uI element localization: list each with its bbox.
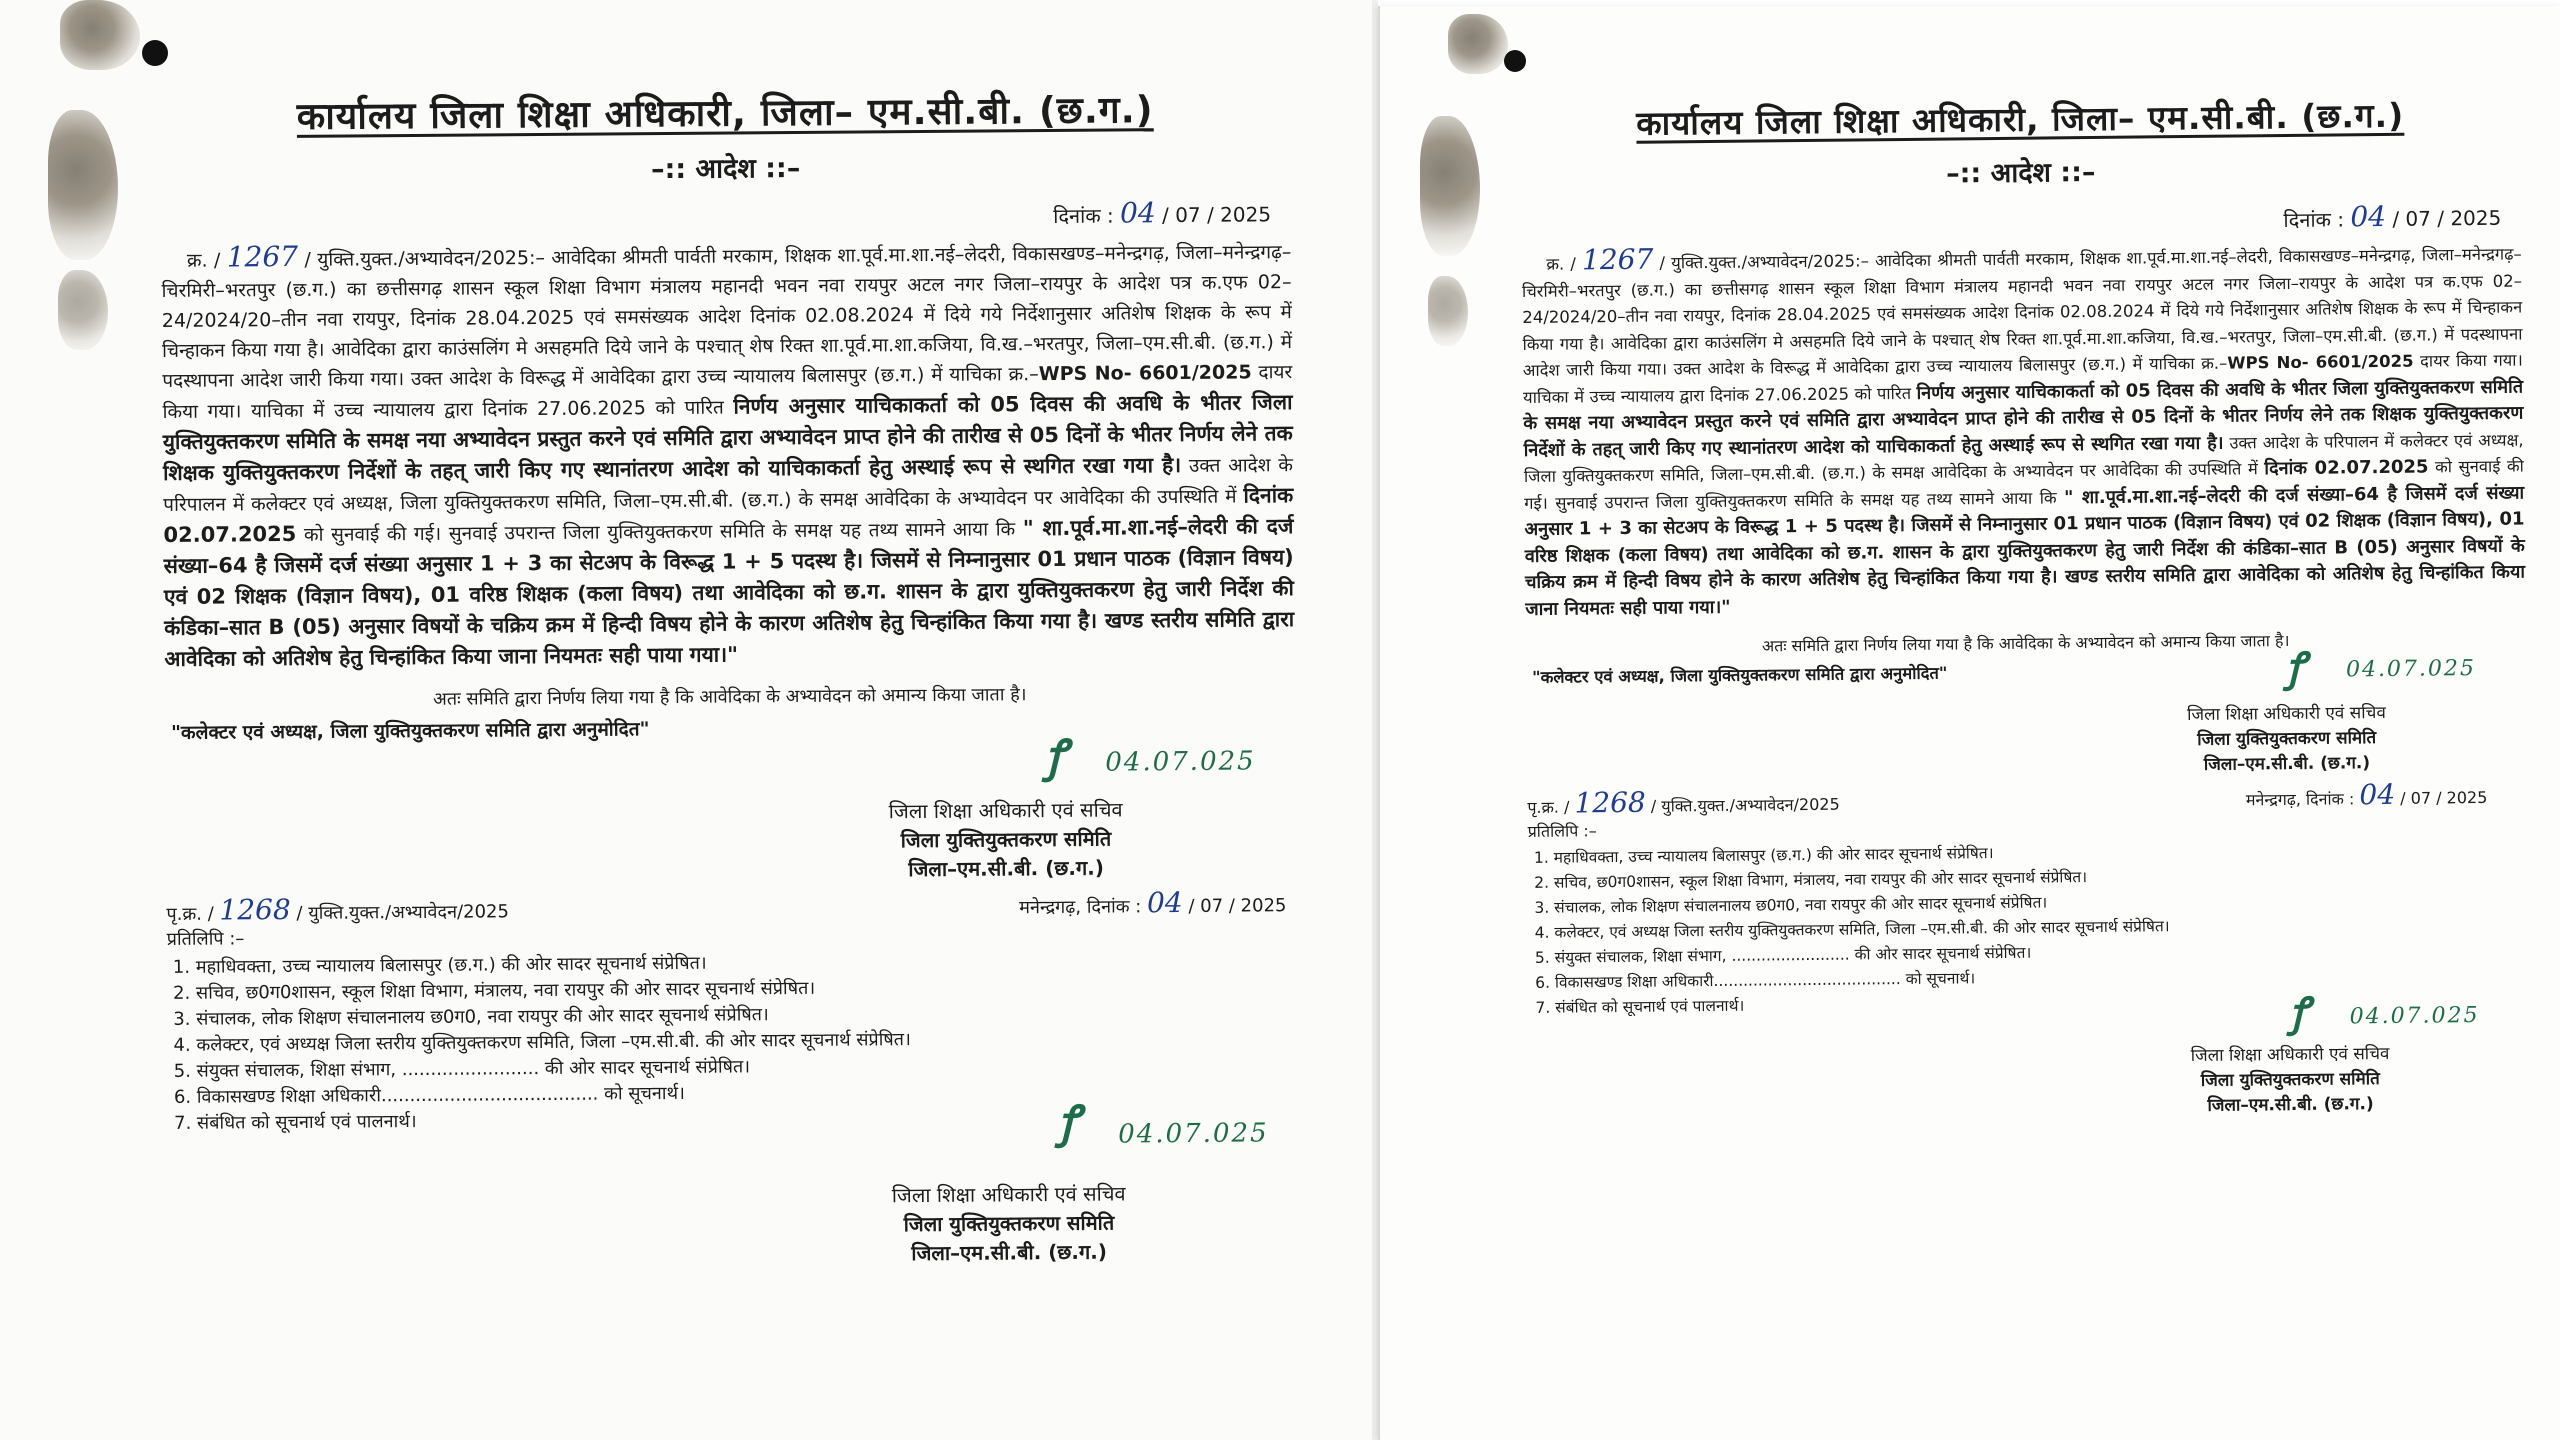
order-heading: –:: आदेश ::– xyxy=(1945,156,2096,190)
signature-date: 04.07.025 xyxy=(1118,1118,1269,1150)
cc-item: 2. सचिव, छ0ग0शासन, स्कूल शिक्षा विभाग, मंत्रालय, नवा रायपुर की ओर सादर सूचनार्थ संप्रेषित। xyxy=(173,977,816,1004)
signature-date: 04.07.025 xyxy=(2345,656,2477,683)
cc-title: प्रतिलिपि :– xyxy=(1527,821,1597,841)
cc-item: 2. सचिव, छ0ग0शासन, स्कूल शिक्षा विभाग, मंत्रालय, नवा रायपुर की ओर सादर सूचनार्थ संप्रेषित। xyxy=(1534,868,2088,892)
signature-glyph: ꝭ xyxy=(2289,988,2309,1036)
decision-line: अतः समिति द्वारा निर्णय लिया गया है कि आवेदिका के अभ्यावेदन को अमान्य किया जाता है। xyxy=(432,684,1027,710)
order-date: दिनांक : 04 / 07 / 2025 xyxy=(2283,199,2502,234)
cc-title: प्रतिलिपि :– xyxy=(166,928,245,950)
office-title: कार्यालय जिला शिक्षा अधिकारी, जिला– एम.सी.बी. (छ.ग.) xyxy=(296,88,1154,138)
signature-date: 04.07.025 xyxy=(1105,746,1256,778)
order-content xyxy=(160,81,1299,1274)
order-body: क्र. / 1267 / युक्ति.युक्त./अभ्यावेदन/2025:– आवेदिका श्रीमती पार्वती मरकाम, शिक्षक शा.पूर्व.मा.शा.नई–लेदरी, विकासखण्ड–मनेन्द्रगढ़, जिला–मनेन्द्रगढ़–चिरमिरी–भरतपुर (छ.ग.) का छत्तीसगढ़ शासन स्कूल शिक्षा विभाग मंत्रालय महानदी भवन नवा रायपुर अटल नगर जिला–रायपुर के आदेश पत्र क.एफ 02–24/2024/20–तीन नवा रायपुर, दिनांक 28.04.2025 एवं समसंख्यक आदेश दिनांक 02.08.2024 में दिये गये निर्देशानुसार अतिशेष शिक्षक के रूप में चिन्हाकन किया गया है। आवेदिका द्वारा काउंसलिंग मे असहमति दिये जाने के पश्चात् शेष रिक्त शा.पूर्व.मा.शा.कजिया, वि.ख.–भरतपुर, जिला–एम.सी.बी. (छ.ग.) में पदस्थापना आदेश जारी किया गया। उक्त आदेश के विरूद्ध में आवेदिका द्वारा उच्च न्यायालय बिलासपुर (छ.ग.) में याचिका क्र.–WPS No- 6601/2025 दायर किया गया। याचिका में उच्च न्यायालय द्वारा दिनांक 27.06.2025 को पारित निर्णय अनुसार याचिकाकर्ता को 05 दिवस की अवधि के भीतर जिला युक्तियुक्तकरण समिति के समक्ष नया अभ्यावेदन प्रस्तुत करने एवं समिति द्वारा अभ्यावेदन प्राप्त होने की तारीख से 05 दिनों के भीतर निर्णय लेने तक शिक्षक युक्तियुक्तकरण निर्देशों के तहत् जारी किए गए स्थानांतरण आदेश को याचिकाकर्ता हेतु अस्थाई रूप से स्थगित रखा गया है। उक्त आदेश के परिपालन में कलेक्टर एवं अध्यक्ष, जिला युक्तियुक्तकरण समिति, जिला–एम.सी.बी. (छ.ग.) के समक्ष आवेदिका के अभ्यावेदन पर आवेदिका की उपस्थिति में दिनांक 02.07.2025 को सुनवाई की गई। सुनवाई उपरान्त जिला युक्तियुक्तकरण समिति के समक्ष यह तथ्य सामने आया कि " शा.पूर्व.मा.शा.नई–लेदरी की दर्ज संख्या–64 है जिसमें दर्ज संख्या अनुसार 1 + 3 का सेटअप के विरूद्ध 1 + 5 पदस्थ है। जिसमें से निम्नानुसार 01 प्रधान पाठक (विज्ञान विषय) एवं 02 शिक्षक (विज्ञान विषय), 01 वरिष्ठ शिक्षक (कला विषय) तथा आवेदिका को छ.ग. शासन के द्वारा युक्तियुक्तकरण हेतु जारी निर्देश की कंडिका–सात B (05) अनुसार विषयों के चक्रिय क्रम में हिन्दी विषय होने के कारण अतिशेष हेतु चिन्हांकित किया गया है। खण्ड स्तरीय समिति द्वारा आवेदिका को अतिशेष हेतु चिन्हांकित किया जाना नियमतः सही पाया गया।" xyxy=(1521,242,2526,620)
signature-glyph: ꝭ xyxy=(1045,730,1067,783)
cc-item: 6. विकासखण्ड शिक्षा अधिकारी...................................... को सूचनार्थ। xyxy=(1535,969,1976,992)
cc-item: 5. संयुक्त संचालक, शिक्षा संभाग, ........................ की ओर सादर सूचनार्थ संप्रेषित। xyxy=(173,1056,751,1082)
stain-mark xyxy=(1420,116,1480,256)
cc-list xyxy=(167,946,1298,1137)
punch-hole xyxy=(1504,50,1526,72)
cc-item: 6. विकासखण्ड शिक्षा अधिकारी...................................... को सूचनार्थ। xyxy=(173,1082,685,1108)
approved-line: "कलेक्टर एवं अध्यक्ष, जिला युक्तियुक्तकरण समिति द्वारा अनुमोदित" xyxy=(170,718,650,744)
handwritten-endorsement-number: 1268 xyxy=(1574,785,1646,820)
stain-mark xyxy=(48,110,118,260)
order-date: दिनांक : 04 / 07 / 2025 xyxy=(1053,196,1272,230)
punch-hole xyxy=(142,40,168,66)
order-content xyxy=(1520,91,2531,1126)
endorsement-ref: पृ.क्र. / 1268 / युक्ति.युक्त./अभ्यावेदन/2025 xyxy=(1527,785,1840,820)
stain-mark xyxy=(60,0,140,70)
handwritten-day: 04 xyxy=(1119,196,1156,230)
stain-mark xyxy=(1428,276,1468,346)
signatory-block: जिला शिक्षा अधिकारी एवं सचिव जिला युक्तियुक्तकरण समिति जिला–एम.सी.बी. (छ.ग.) xyxy=(891,1181,1126,1266)
cc-list xyxy=(1528,835,2530,1020)
signature-glyph: ꝭ xyxy=(1057,1096,1080,1148)
handwritten-ref-number: 1267 xyxy=(226,239,299,274)
stain-mark xyxy=(1448,14,1508,74)
cc-item: 1. महाधिवक्ता, उच्च न्यायालय बिलासपुर (छ.ग.) की ओर सादर सूचनार्थ संप्रेषित। xyxy=(172,952,707,978)
cc-item: 3. संचालक, लोक शिक्षण संचालनालय छ0ग0, नवा रायपुर की ओर सादर सूचनार्थ संप्रेषित। xyxy=(1534,893,2048,917)
handwritten-ref-number: 1267 xyxy=(1581,242,1654,277)
order-heading: –:: आदेश ::– xyxy=(650,152,801,186)
cc-item: 1. महाधिवक्ता, उच्च न्यायालय बिलासपुर (छ.ग.) की ओर सादर सूचनार्थ संप्रेषित। xyxy=(1533,844,1994,867)
endorsement-ref: पृ.क्र. / 1268 / युक्ति.युक्त./अभ्यावेदन/2025 xyxy=(166,892,510,927)
office-title: कार्यालय जिला शिक्षा अधिकारी, जिला– एम.सी.बी. (छ.ग.) xyxy=(1636,95,2405,143)
signatory-block: जिला शिक्षा अधिकारी एवं सचिव जिला युक्तियुक्तकरण समिति जिला–एम.सी.बी. (छ.ग.) xyxy=(2190,1043,2390,1116)
cc-item: 3. संचालक, लोक शिक्षण संचालनालय छ0ग0, नवा रायपुर की ओर सादर सूचनार्थ संप्रेषित। xyxy=(173,1004,769,1030)
stain-mark xyxy=(58,270,108,350)
signature-glyph: ꝭ xyxy=(2285,643,2306,692)
handwritten-endorsement-number: 1268 xyxy=(219,892,291,927)
cc-item: 5. संयुक्त संचालक, शिक्षा संभाग, ........................ की ओर सादर सूचनार्थ संप्रेषित। xyxy=(1534,943,2032,967)
cc-item: 7. संबंधित को सूचनार्थ एवं पालनार्थ। xyxy=(174,1111,417,1134)
approved-line: "कलेक्टर एवं अध्यक्ष, जिला युक्तियुक्तकरण समिति द्वारा अनुमोदित" xyxy=(1531,663,1948,687)
document-page-right xyxy=(1378,6,2560,1440)
handwritten-day: 04 xyxy=(2350,199,2387,234)
signature-date: 04.07.025 xyxy=(2349,1003,2480,1030)
signatory-block: जिला शिक्षा अधिकारी एवं सचिव जिला युक्तियुक्तकरण समिति जिला–एम.सी.बी. (छ.ग.) xyxy=(2186,702,2386,775)
signatory-block: जिला शिक्षा अधिकारी एवं सचिव जिला युक्तियुक्तकरण समिति जिला–एम.सी.बी. (छ.ग.) xyxy=(888,797,1123,882)
endorsement-date: मनेन्द्रगढ़, दिनांक : 04 / 07 / 2025 xyxy=(2245,777,2488,812)
order-body: क्र. / 1267 / युक्ति.युक्त./अभ्यावेदन/2025:– आवेदिका श्रीमती पार्वती मरकाम, शिक्षक शा.पूर्व.मा.शा.नई–लेदरी, विकासखण्ड–मनेन्द्रगढ़, जिला–मनेन्द्रगढ़–चिरमिरी–भरतपुर (छ.ग.) का छत्तीसगढ़ शासन स्कूल शिक्षा विभाग मंत्रालय महानदी भवन नवा रायपुर अटल नगर जिला–रायपुर के आदेश पत्र क.एफ 02–24/2024/20–तीन नवा रायपुर, दिनांक 28.04.2025 एवं समसंख्यक आदेश दिनांक 02.08.2024 में दिये गये निर्देशानुसार अतिशेष शिक्षक के रूप में चिन्हाकन किया गया है। आवेदिका द्वारा काउंसलिंग मे असहमति दिये जाने के पश्चात् शेष रिक्त शा.पूर्व.मा.शा.कजिया, वि.ख.–भरतपुर, जिला–एम.सी.बी. (छ.ग.) में पदस्थापना आदेश जारी किया गया। उक्त आदेश के विरूद्ध में आवेदिका द्वारा उच्च न्यायालय बिलासपुर (छ.ग.) में याचिका क्र.–WPS No- 6601/2025 दायर किया गया। याचिका में उच्च न्यायालय द्वारा दिनांक 27.06.2025 को पारित निर्णय अनुसार याचिकाकर्ता को 05 दिवस की अवधि के भीतर जिला युक्तियुक्तकरण समिति के समक्ष नया अभ्यावेदन प्रस्तुत करने एवं समिति द्वारा अभ्यावेदन प्राप्त होने की तारीख से 05 दिनों के भीतर निर्णय लेने तक शिक्षक युक्तियुक्तकरण निर्देशों के तहत् जारी किए गए स्थानांतरण आदेश को याचिकाकर्ता हेतु अस्थाई रूप से स्थगित रखा गया है। उक्त आदेश के परिपालन में कलेक्टर एवं अध्यक्ष, जिला युक्तियुक्तकरण समिति, जिला–एम.सी.बी. (छ.ग.) के समक्ष आवेदिका के अभ्यावेदन पर आवेदिका की उपस्थिति में दिनांक 02.07.2025 को सुनवाई की गई। सुनवाई उपरान्त जिला युक्तियुक्तकरण समिति के समक्ष यह तथ्य सामने आया कि " शा.पूर्व.मा.शा.नई–लेदरी की दर्ज संख्या–64 है जिसमें दर्ज संख्या अनुसार 1 + 3 का सेटअप के विरूद्ध 1 + 5 पदस्थ है। जिसमें से निम्नानुसार 01 प्रधान पाठक (विज्ञान विषय) एवं 02 शिक्षक (विज्ञान विषय), 01 वरिष्ठ शिक्षक (कला विषय) तथा आवेदिका को छ.ग. शासन के द्वारा युक्तियुक्तकरण हेतु जारी निर्देश की कंडिका–सात B (05) अनुसार विषयों के चक्रिय क्रम में हिन्दी विषय होने के कारण अतिशेष हेतु चिन्हांकित किया गया है। खण्ड स्तरीय समिति द्वारा आवेदिका को अतिशेष हेतु चिन्हांकित किया जाना नियमतः सही पाया गया।" xyxy=(161,239,1295,671)
cc-item: 4. कलेक्टर, एवं अध्यक्ष जिला स्तरीय युक्तियुक्तकरण समिति, जिला –एम.सी.बी. की ओर सादर सूचनार्थ संप्रेषित। xyxy=(173,1029,911,1056)
cc-item: 7. संबंधित को सूचनार्थ एवं पालनार्थ। xyxy=(1535,996,1745,1017)
endorsement-date: मनेन्द्रगढ़, दिनांक : 04 / 07 / 2025 xyxy=(1019,885,1287,920)
cc-item: 4. कलेक्टर, एवं अध्यक्ष जिला स्तरीय युक्तियुक्तकरण समिति, जिला –एम.सी.बी. की ओर सादर सूचनार्थ संप्रेषित। xyxy=(1534,917,2170,942)
decision-line: अतः समिति द्वारा निर्णय लिया गया है कि आवेदिका के अभ्यावेदन को अमान्य किया जाता है। xyxy=(1761,630,2290,656)
